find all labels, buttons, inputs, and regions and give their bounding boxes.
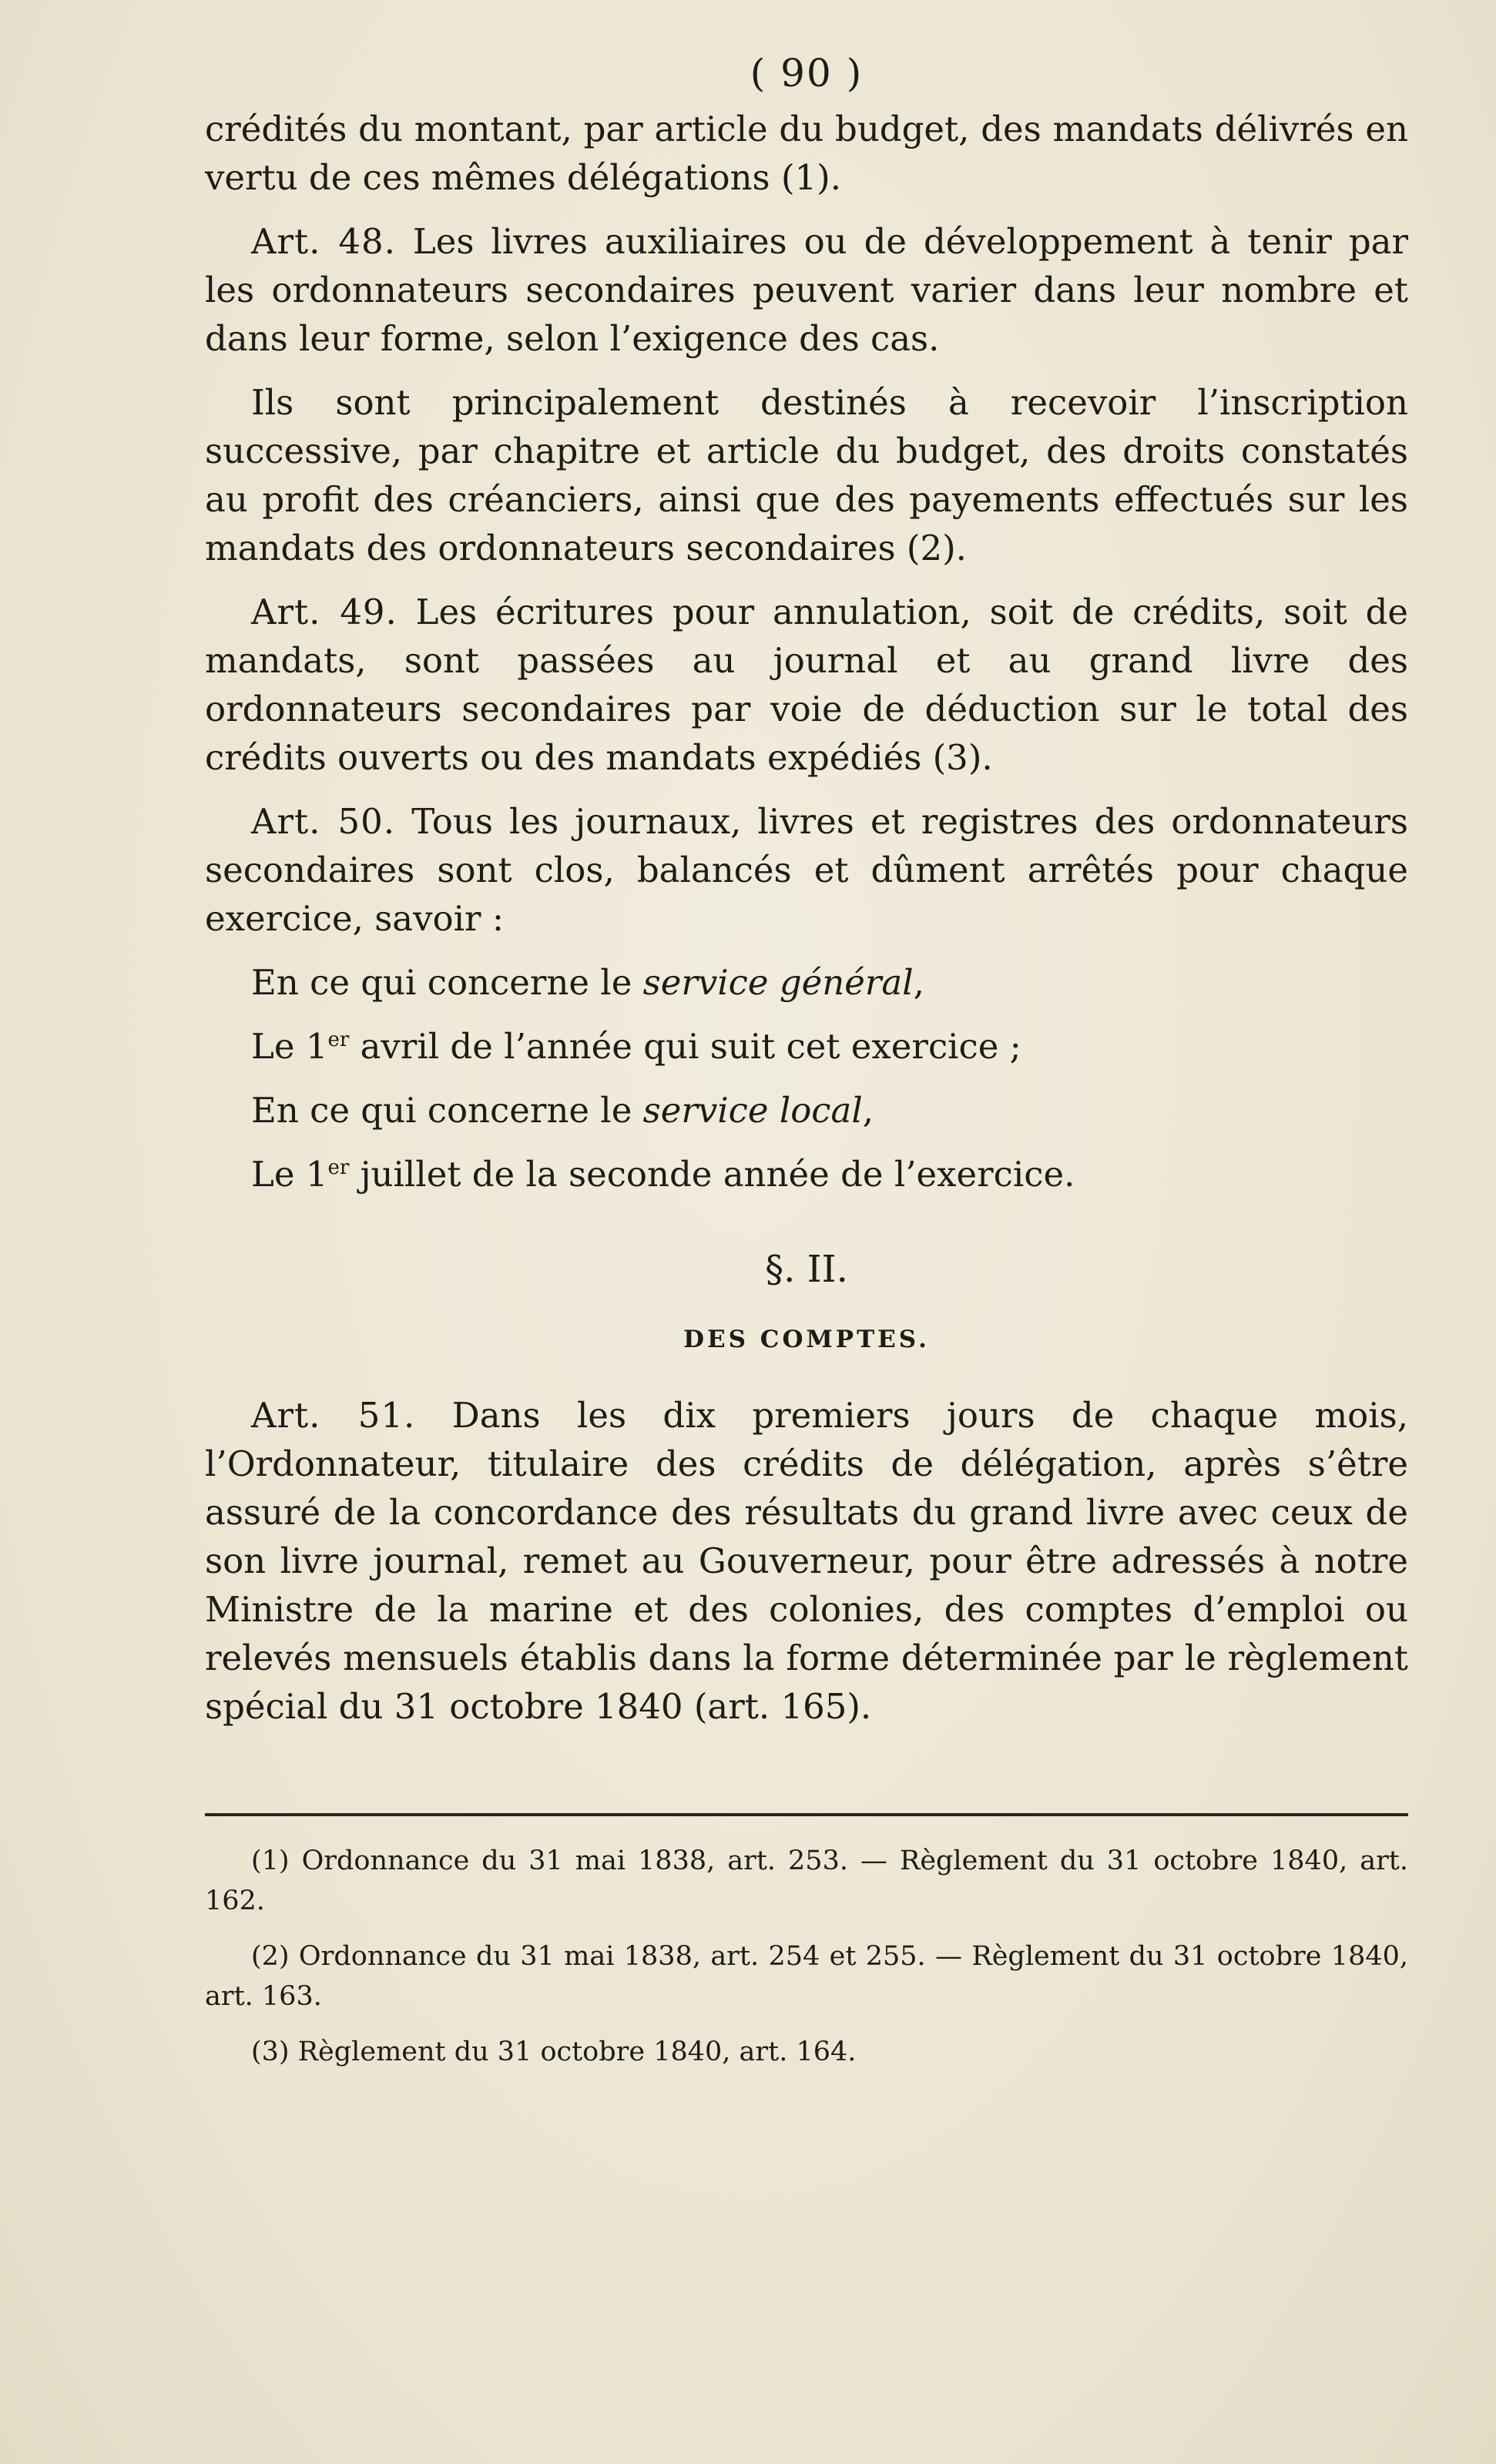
- section-subheading: DES COMPTES.: [683, 1326, 930, 1353]
- main-text: [205, 46, 1408, 1731]
- article-49: [205, 588, 1408, 782]
- article-label: Art. 49.: [251, 592, 397, 632]
- line-text: ,: [862, 1090, 874, 1131]
- ordinal-superscript: er: [327, 1028, 350, 1051]
- closing-date-general: [205, 1022, 1408, 1071]
- footnote: (1) Ordonnance du 31 mai 1838, art. 253. — Règlement du 31 octobre 1840, art. 162.: [205, 1845, 1408, 1916]
- line-text: Le 1: [251, 1154, 328, 1195]
- article-51: [205, 1391, 1408, 1731]
- article-text: Les écritures pour annulation, soit de crédits, soit de mandats, sont passées au journal et au grand livre des ordonnateurs secondaires par voie de déduction sur le total des crédits ouverts ou des mandats expédiés (3).: [205, 592, 1409, 778]
- footnotes: [205, 1841, 1408, 2072]
- article-text: Les livres auxiliaires ou de développement à tenir par les ordonnateurs secondaires peuvent varier dans leur nombre et dans leur forme, selon l’exigence des cas.: [205, 221, 1409, 359]
- ordinal-superscript: er: [327, 1156, 350, 1179]
- closing-line-local: [205, 1086, 1408, 1135]
- paragraph-continuation: crédités du montant, par article du budget, des mandats délivrés en vertu de ces mêmes délégations (1).: [205, 109, 1408, 198]
- closing-line-general: [205, 958, 1408, 1007]
- footnote: (3) Règlement du 31 octobre 1840, art. 164.: [251, 2037, 857, 2067]
- line-text: avril de l’année qui suit cet exercice ;: [349, 1026, 1021, 1067]
- service-general-term: service général: [642, 962, 914, 1003]
- paragraph-inscription: Ils sont principalement destinés à recevoir l’inscription successive, par chapitre et article du budget, des droits constatés au profit des créanciers, ainsi que des payements effectués sur les mandats des ordonnateurs secondaires (2).: [205, 382, 1408, 568]
- line-text: En ce qui concerne le: [251, 962, 643, 1003]
- footnote: (2) Ordonnance du 31 mai 1838, art. 254 et 255. — Règlement du 31 octobre 1840, art. 163.: [205, 1941, 1408, 2012]
- article-label: Art. 50.: [251, 801, 396, 842]
- line-text: En ce qui concerne le: [251, 1090, 643, 1131]
- section-heading: §. II.: [765, 1248, 848, 1291]
- article-text: Dans les dix premiers jours de chaque mois, l’Ordonnateur, titulaire des crédits de délégation, après s’être assuré de la concordance des résultats du grand livre avec ceux de son livre journal, remet au Gouverneur, pour être adressés à notre Ministre de la marine et des colonies, des comptes d’emploi ou relevés mensuels établis dans la forme déterminée par le règlement spécial du 31 octobre 1840 (art. 165).: [205, 1395, 1408, 1727]
- closing-date-local: [205, 1150, 1408, 1198]
- page-number: ( 90 ): [750, 51, 864, 96]
- line-text: Le 1: [251, 1026, 328, 1067]
- line-text: ,: [913, 962, 924, 1003]
- line-text: juillet de la seconde année de l’exercice.: [349, 1154, 1075, 1195]
- article-48: [205, 217, 1408, 363]
- article-50: [205, 797, 1408, 943]
- service-local-term: service local: [642, 1090, 863, 1131]
- article-label: Art. 51.: [251, 1395, 416, 1436]
- article-label: Art. 48.: [251, 221, 396, 262]
- footnote-divider: [205, 1813, 1408, 1816]
- article-text: Tous les journaux, livres et registres des ordonnateurs secondaires sont clos, balancés et dûment arrêtés pour chaque exercice, savoir :: [205, 801, 1408, 939]
